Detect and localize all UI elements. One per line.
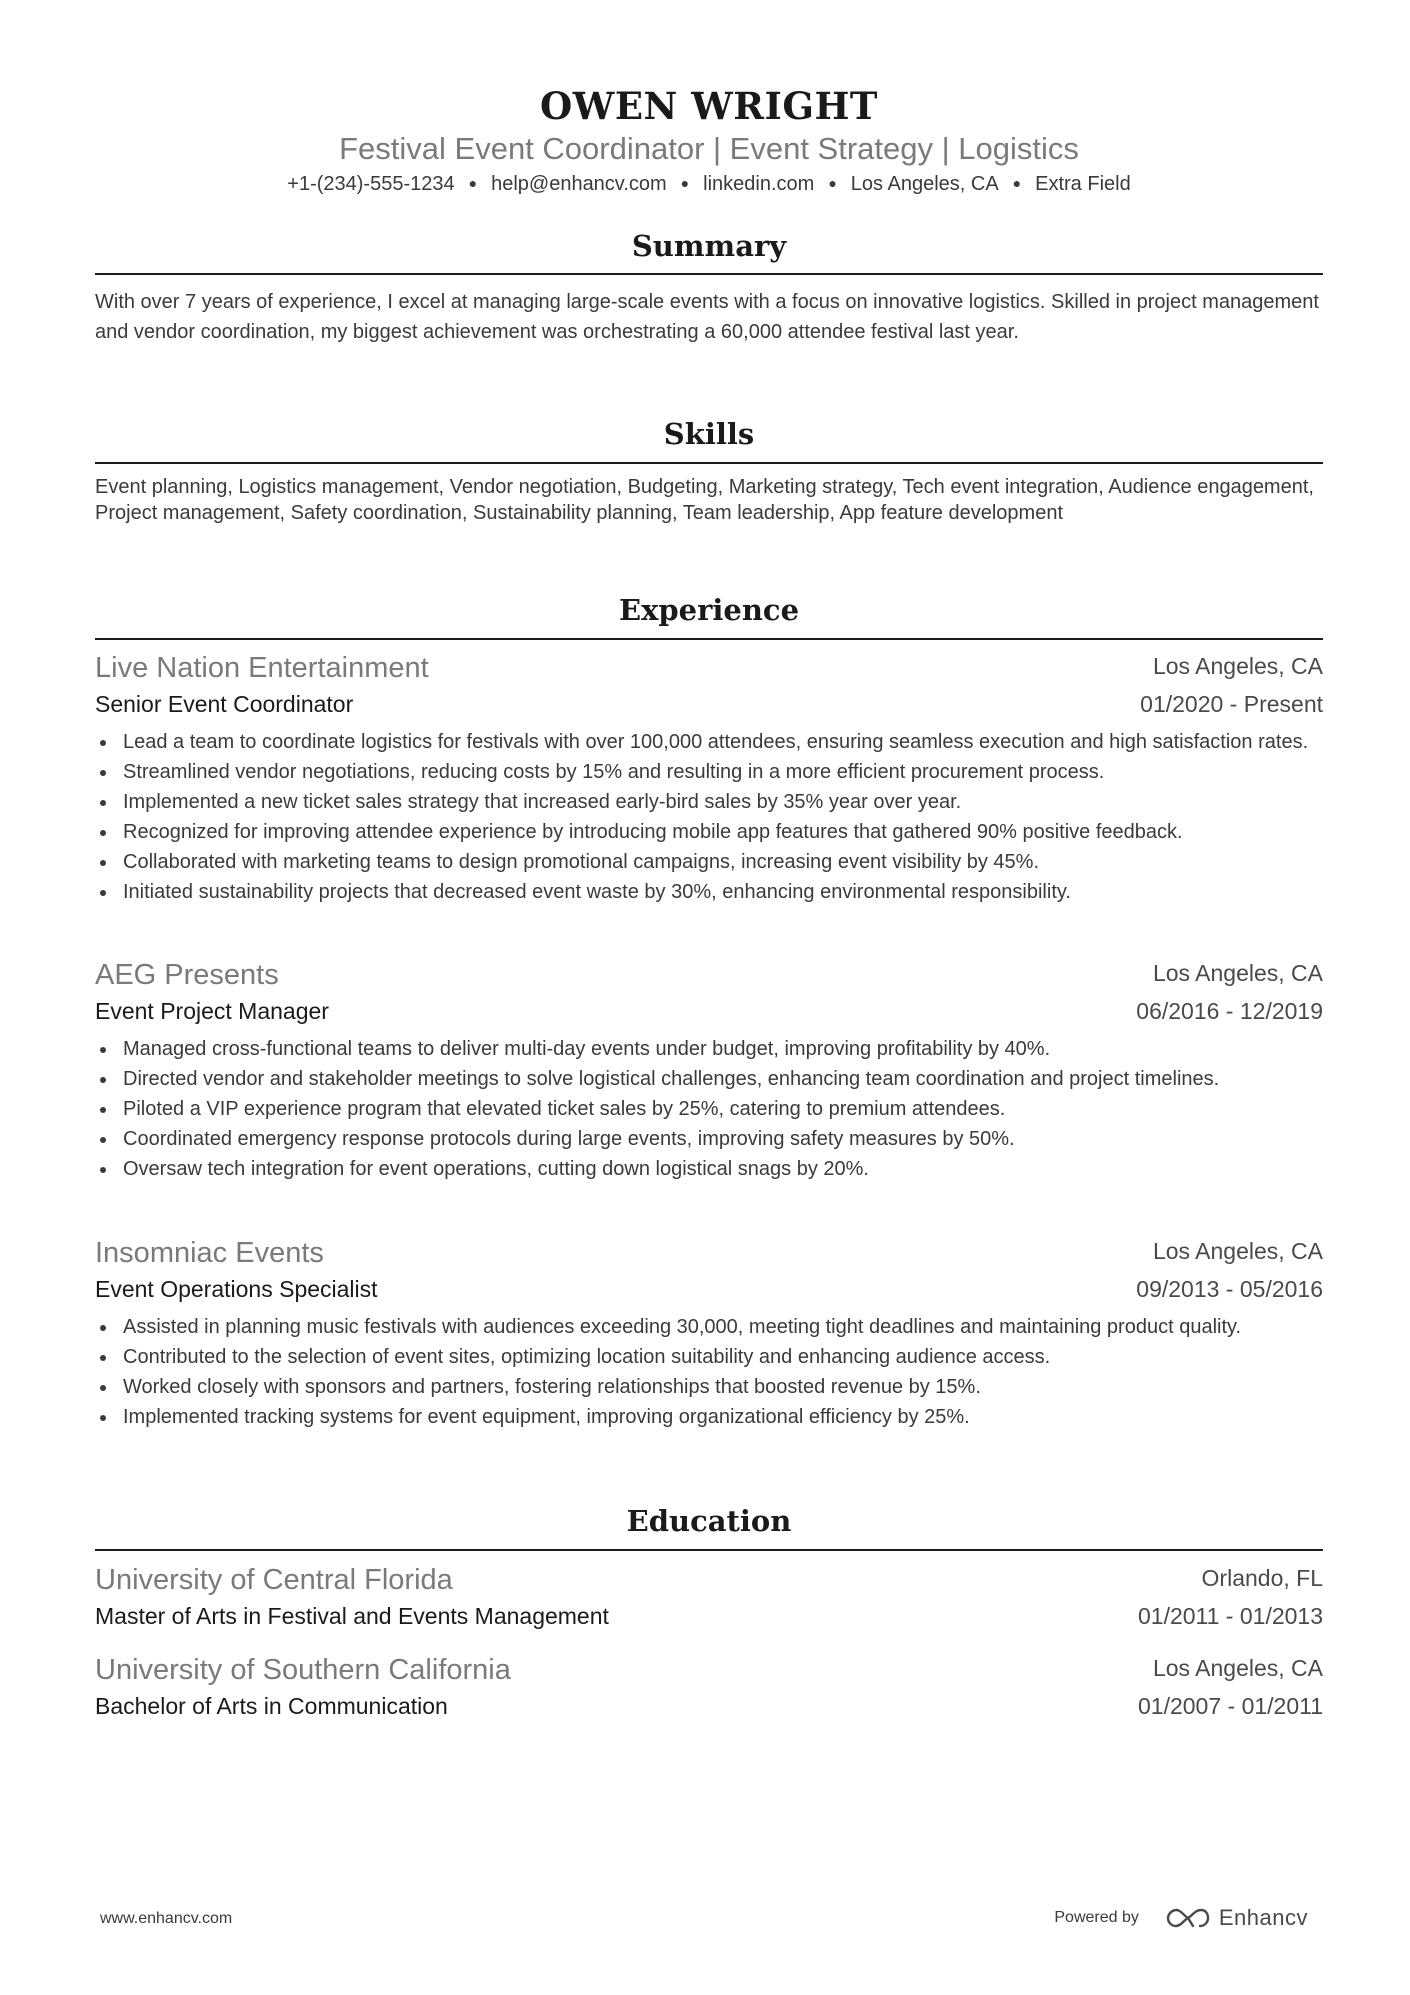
- list-item: Collaborated with marketing teams to design promotional campaigns, increasing event visibility by 45%.: [95, 847, 1323, 877]
- job-bullets: [95, 1034, 1323, 1184]
- candidate-name: OWEN WRIGHT: [540, 84, 878, 128]
- school-name: University of Central Florida: [95, 1564, 453, 1596]
- summary-title: Summary: [631, 229, 787, 263]
- powered-by-label: Powered by: [1054, 1909, 1139, 1926]
- company-name: Insomniac Events: [95, 1237, 324, 1269]
- separator-dot: ●: [468, 175, 478, 191]
- contact-line: [95, 170, 1323, 197]
- contact-phone[interactable]: +1-(234)-555-1234: [287, 173, 455, 195]
- degree-name: Master of Arts in Festival and Events Management: [95, 1603, 609, 1629]
- section-divider: [95, 638, 1323, 640]
- job-header: [95, 651, 1323, 685]
- job-bullets: [95, 727, 1323, 907]
- section-divider: [95, 273, 1323, 275]
- school-location: Orlando, FL: [1201, 1565, 1323, 1591]
- job-location: Los Angeles, CA: [1152, 960, 1323, 986]
- education-subheader: [95, 1691, 1323, 1725]
- school-name: University of Southern California: [95, 1654, 511, 1686]
- list-item: Recognized for improving attendee experience by introducing mobile app features that gathered 90% positive feedback.: [95, 817, 1323, 847]
- education-title: Education: [626, 1504, 792, 1538]
- degree-name: Bachelor of Arts in Communication: [95, 1693, 448, 1719]
- company-name: Live Nation Entertainment: [95, 652, 429, 684]
- candidate-headline: Festival Event Coordinator | Event Strategy | Logistics: [339, 131, 1079, 166]
- list-item: Contributed to the selection of event sites, optimizing location suitability and enhancing audience access.: [95, 1342, 1323, 1372]
- job-header: [95, 1236, 1323, 1270]
- contact-email[interactable]: help@enhancv.com: [491, 173, 667, 195]
- education-dates: 01/2007 - 01/2011: [1137, 1693, 1323, 1719]
- job-title: Event Project Manager: [95, 998, 329, 1024]
- list-item: Implemented tracking systems for event equipment, improving organizational efficiency by 25%.: [95, 1402, 1323, 1432]
- contact-location: Los Angeles, CA: [850, 173, 999, 195]
- list-item: Implemented a new ticket sales strategy that increased early-bird sales by 35% year over year.: [95, 787, 1323, 817]
- job-subheader: [95, 1274, 1323, 1308]
- list-item: Worked closely with sponsors and partners, fostering relationships that boosted revenue by 15%.: [95, 1372, 1323, 1402]
- education-header: [95, 1563, 1323, 1597]
- company-name: AEG Presents: [95, 959, 279, 991]
- list-item: Coordinated emergency response protocols during large events, improving safety measures by 50%.: [95, 1124, 1323, 1154]
- list-item: Assisted in planning music festivals with audiences exceeding 30,000, meeting tight deadlines and maintaining product quality.: [95, 1312, 1323, 1342]
- list-item: Streamlined vendor negotiations, reducing costs by 15% and resulting in a more efficient procurement process.: [95, 757, 1323, 787]
- job-bullets: [95, 1312, 1323, 1432]
- skills-title: Skills: [663, 417, 755, 451]
- education-header: [95, 1653, 1323, 1687]
- list-item: Initiated sustainability projects that decreased event waste by 30%, enhancing environmental responsibility.: [95, 877, 1323, 907]
- section-divider: [95, 462, 1323, 464]
- job-title: Senior Event Coordinator: [95, 691, 354, 717]
- list-item: Piloted a VIP experience program that elevated ticket sales by 25%, catering to premium attendees.: [95, 1094, 1323, 1124]
- job-location: Los Angeles, CA: [1152, 653, 1323, 679]
- separator-dot: ●: [680, 175, 690, 191]
- job-dates: 09/2013 - 05/2016: [1136, 1276, 1323, 1302]
- contact-extra: Extra Field: [1035, 173, 1131, 195]
- list-item: Oversaw tech integration for event operations, cutting down logistical snags by 20%.: [95, 1154, 1323, 1184]
- list-item: Directed vendor and stakeholder meetings to solve logistical challenges, enhancing team coordination and project timelines.: [95, 1064, 1323, 1094]
- job-title: Event Operations Specialist: [95, 1276, 378, 1302]
- list-item: Managed cross-functional teams to deliver multi-day events under budget, improving profitability by 40%.: [95, 1034, 1323, 1064]
- separator-dot: ●: [1012, 175, 1022, 191]
- footer-website-link[interactable]: www.enhancv.com: [100, 1910, 233, 1927]
- job-header: [95, 958, 1323, 992]
- separator-dot: ●: [828, 175, 837, 191]
- contact-linkedin[interactable]: linkedin.com: [703, 173, 815, 195]
- job-location: Los Angeles, CA: [1152, 1238, 1323, 1264]
- experience-title: Experience: [618, 593, 800, 627]
- footer-branding: [1054, 1902, 1308, 1934]
- list-item: Lead a team to coordinate logistics for festivals with over 100,000 attendees, ensuring seamless execution and high satisfaction rates.: [95, 727, 1323, 757]
- job-subheader: [95, 996, 1323, 1030]
- school-location: Los Angeles, CA: [1152, 1655, 1323, 1681]
- summary-text: With over 7 years of experience, I excel at managing large-scale events with a focus on innovative logistics. Skilled in project management and vendor coordination, my biggest achievement was orchestrating a 60,000 attendee festival last year.: [95, 291, 1319, 343]
- job-dates: 06/2016 - 12/2019: [1136, 998, 1323, 1024]
- section-divider: [95, 1549, 1323, 1551]
- enhancv-brand-name: Enhancv: [1218, 1905, 1308, 1930]
- job-subheader: [95, 689, 1323, 723]
- skills-text: Event planning, Logistics management, Vendor negotiation, Budgeting, Marketing strategy, Tech event integration, Audience engagement, Project management, Safety coordination, Sustainability planning, Team leadership, App feature development: [95, 476, 1314, 524]
- job-dates: 01/2020 - Present: [1140, 691, 1323, 717]
- education-subheader: [95, 1601, 1323, 1635]
- enhancv-logo-icon: [1165, 1906, 1211, 1930]
- education-dates: 01/2011 - 01/2013: [1137, 1603, 1323, 1629]
